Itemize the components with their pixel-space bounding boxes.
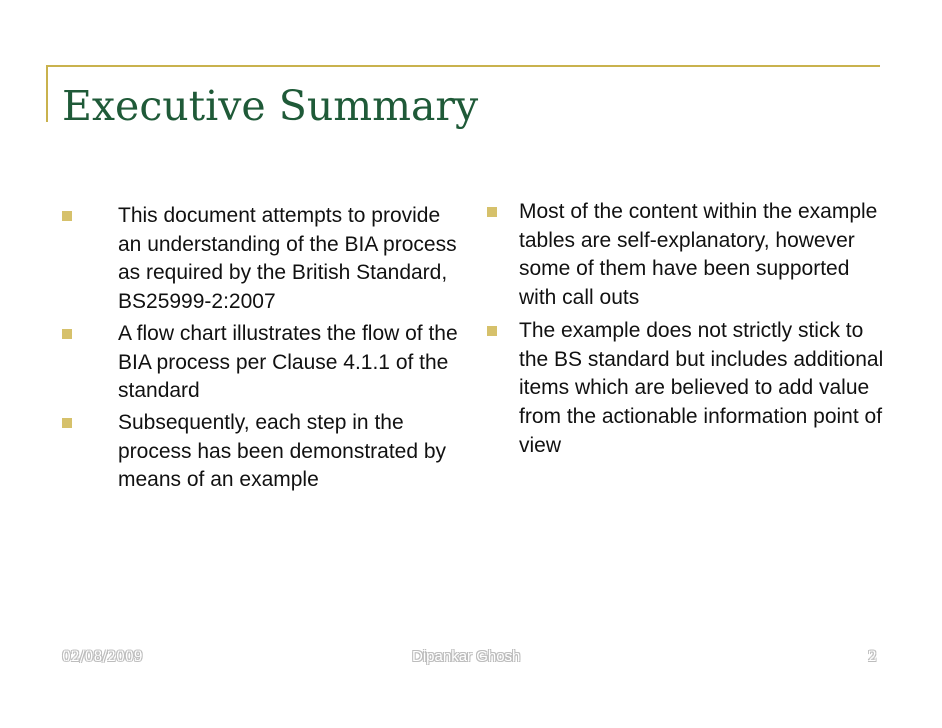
slide-title: Executive Summary xyxy=(62,82,479,130)
bullet-text: This document attempts to provide an understanding of the BIA process as required by the British Standard, BS25999-2:2007 xyxy=(118,204,457,314)
right-bullet-list xyxy=(470,198,890,464)
footer-date: 02/08/2009 xyxy=(62,649,143,665)
bullet-item xyxy=(470,317,890,461)
footer-page-number: 2 xyxy=(868,649,877,665)
square-bullet-icon xyxy=(62,329,72,339)
title-top-rule xyxy=(46,65,880,67)
title-left-rule xyxy=(46,65,48,122)
square-bullet-icon xyxy=(487,207,497,217)
bullet-text: The example does not strictly stick to the BS standard but includes additional items which are believed to add value from the actionable information point of view xyxy=(519,318,884,457)
bullet-text: A flow chart illustrates the flow of the BIA process per Clause 4.1.1 of the standard xyxy=(118,321,458,403)
bullet-text: Subsequently, each step in the process has been demonstrated by means of an example xyxy=(118,410,447,492)
bullet-item xyxy=(470,198,890,313)
square-bullet-icon xyxy=(487,326,497,336)
square-bullet-icon xyxy=(62,418,72,428)
bullet-item xyxy=(62,202,462,317)
bullet-item xyxy=(62,409,462,495)
left-bullet-list xyxy=(62,202,462,498)
bullet-item xyxy=(62,320,462,406)
square-bullet-icon xyxy=(62,211,72,221)
footer-author: Dipankar Ghosh xyxy=(412,648,521,665)
bullet-text: Most of the content within the example tables are self-explanatory, however some of them have been supported with call outs xyxy=(519,200,878,310)
